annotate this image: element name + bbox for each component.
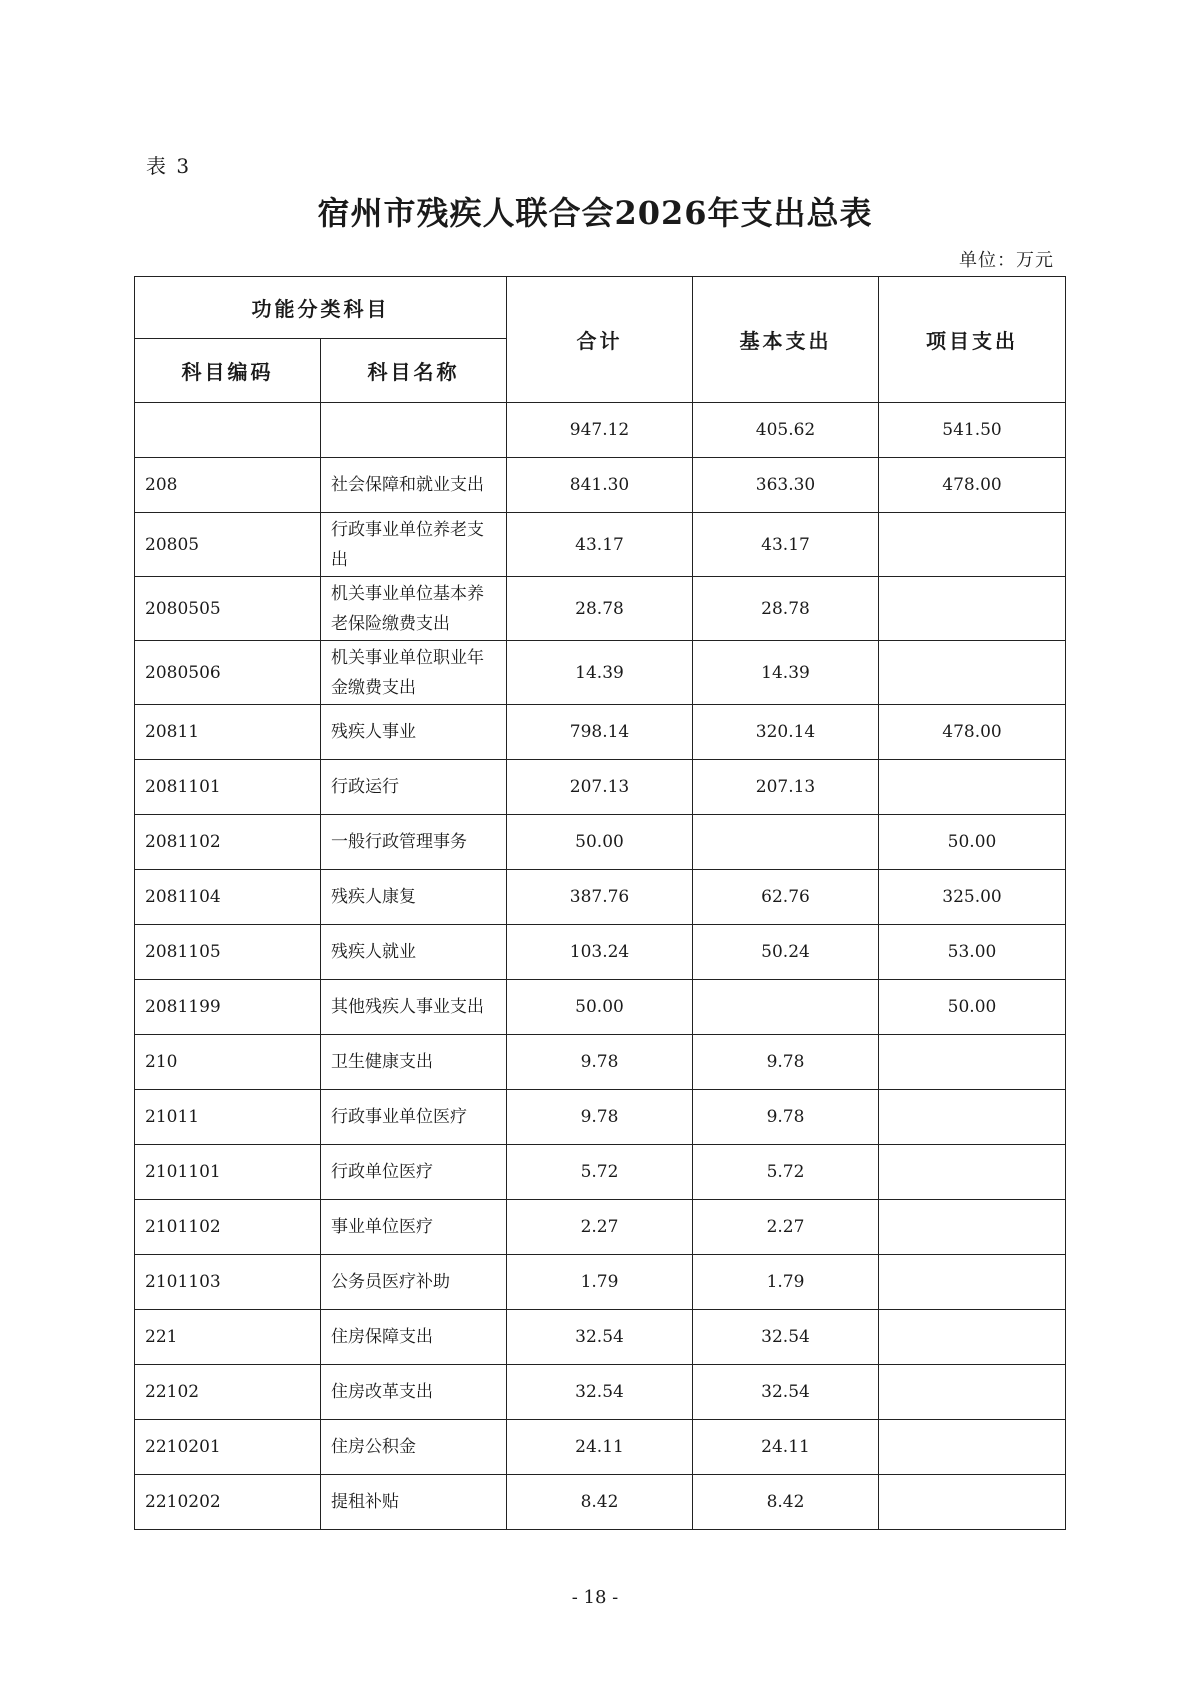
cell-name: 机关事业单位基本养老保险缴费支出 bbox=[321, 577, 507, 641]
cell-total: 5.72 bbox=[507, 1145, 693, 1200]
cell-total: 8.42 bbox=[507, 1475, 693, 1530]
cell-basic: 1.79 bbox=[693, 1255, 879, 1310]
cell-code: 2080505 bbox=[135, 577, 321, 641]
table-row bbox=[135, 577, 1066, 641]
table-row bbox=[135, 705, 1066, 760]
cell-name: 残疾人康复 bbox=[321, 870, 507, 925]
cell-project bbox=[879, 760, 1066, 815]
cell-total: 387.76 bbox=[507, 870, 693, 925]
cell-code: 210 bbox=[135, 1035, 321, 1090]
cell-basic: 5.72 bbox=[693, 1145, 879, 1200]
cell-code bbox=[135, 403, 321, 458]
cell-basic: 50.24 bbox=[693, 925, 879, 980]
cell-name: 住房改革支出 bbox=[321, 1365, 507, 1420]
cell-name: 社会保障和就业支出 bbox=[321, 458, 507, 513]
table-row bbox=[135, 925, 1066, 980]
cell-code: 20811 bbox=[135, 705, 321, 760]
cell-total: 50.00 bbox=[507, 980, 693, 1035]
cell-name: 卫生健康支出 bbox=[321, 1035, 507, 1090]
cell-project bbox=[879, 1310, 1066, 1365]
expenditure-table bbox=[134, 276, 1066, 1530]
cell-name: 一般行政管理事务 bbox=[321, 815, 507, 870]
cell-code: 2101103 bbox=[135, 1255, 321, 1310]
cell-name: 行政事业单位养老支出 bbox=[321, 513, 507, 577]
table-row bbox=[135, 1255, 1066, 1310]
cell-name bbox=[321, 403, 507, 458]
cell-name: 行政运行 bbox=[321, 760, 507, 815]
cell-code: 221 bbox=[135, 1310, 321, 1365]
table-row bbox=[135, 1090, 1066, 1145]
cell-project: 325.00 bbox=[879, 870, 1066, 925]
table-row bbox=[135, 1365, 1066, 1420]
table-row bbox=[135, 980, 1066, 1035]
table-row bbox=[135, 458, 1066, 513]
cell-total: 32.54 bbox=[507, 1365, 693, 1420]
cell-name: 事业单位医疗 bbox=[321, 1200, 507, 1255]
cell-name: 行政单位医疗 bbox=[321, 1145, 507, 1200]
table-row bbox=[135, 1200, 1066, 1255]
cell-basic: 24.11 bbox=[693, 1420, 879, 1475]
cell-basic: 207.13 bbox=[693, 760, 879, 815]
cell-code: 2101102 bbox=[135, 1200, 321, 1255]
cell-basic bbox=[693, 980, 879, 1035]
cell-total: 28.78 bbox=[507, 577, 693, 641]
table-row bbox=[135, 641, 1066, 705]
cell-basic: 9.78 bbox=[693, 1090, 879, 1145]
cell-project bbox=[879, 1090, 1066, 1145]
cell-code: 2081105 bbox=[135, 925, 321, 980]
cell-total: 14.39 bbox=[507, 641, 693, 705]
table-row bbox=[135, 513, 1066, 577]
cell-basic: 14.39 bbox=[693, 641, 879, 705]
table-body bbox=[135, 403, 1066, 1530]
table-row bbox=[135, 1475, 1066, 1530]
cell-basic: 363.30 bbox=[693, 458, 879, 513]
cell-total: 24.11 bbox=[507, 1420, 693, 1475]
cell-basic: 32.54 bbox=[693, 1310, 879, 1365]
header-basic-expenditure: 基本支出 bbox=[693, 277, 879, 403]
cell-basic: 32.54 bbox=[693, 1365, 879, 1420]
cell-name: 其他残疾人事业支出 bbox=[321, 980, 507, 1035]
table-row bbox=[135, 870, 1066, 925]
table-row bbox=[135, 403, 1066, 458]
cell-project bbox=[879, 641, 1066, 705]
table-row bbox=[135, 815, 1066, 870]
cell-basic: 43.17 bbox=[693, 513, 879, 577]
cell-total: 798.14 bbox=[507, 705, 693, 760]
cell-basic bbox=[693, 815, 879, 870]
cell-code: 2210201 bbox=[135, 1420, 321, 1475]
cell-total: 841.30 bbox=[507, 458, 693, 513]
page-number: - 18 - bbox=[571, 1587, 619, 1608]
cell-project: 541.50 bbox=[879, 403, 1066, 458]
cell-total: 50.00 bbox=[507, 815, 693, 870]
cell-name: 行政事业单位医疗 bbox=[321, 1090, 507, 1145]
cell-name: 住房公积金 bbox=[321, 1420, 507, 1475]
cell-project: 50.00 bbox=[879, 980, 1066, 1035]
cell-total: 2.27 bbox=[507, 1200, 693, 1255]
table-row bbox=[135, 1035, 1066, 1090]
cell-project bbox=[879, 1420, 1066, 1475]
cell-name: 公务员医疗补助 bbox=[321, 1255, 507, 1310]
page-title: 宿州市残疾人联合会2026年支出总表 bbox=[317, 194, 873, 232]
cell-name: 提租补贴 bbox=[321, 1475, 507, 1530]
cell-project: 50.00 bbox=[879, 815, 1066, 870]
cell-project bbox=[879, 1035, 1066, 1090]
cell-code: 2081101 bbox=[135, 760, 321, 815]
cell-basic: 405.62 bbox=[693, 403, 879, 458]
cell-name: 机关事业单位职业年金缴费支出 bbox=[321, 641, 507, 705]
cell-name: 残疾人就业 bbox=[321, 925, 507, 980]
table-row bbox=[135, 1145, 1066, 1200]
cell-total: 103.24 bbox=[507, 925, 693, 980]
cell-total: 9.78 bbox=[507, 1090, 693, 1145]
cell-total: 9.78 bbox=[507, 1035, 693, 1090]
table-row bbox=[135, 1310, 1066, 1365]
cell-basic: 9.78 bbox=[693, 1035, 879, 1090]
cell-project bbox=[879, 513, 1066, 577]
cell-basic: 320.14 bbox=[693, 705, 879, 760]
cell-total: 947.12 bbox=[507, 403, 693, 458]
cell-total: 207.13 bbox=[507, 760, 693, 815]
cell-basic: 2.27 bbox=[693, 1200, 879, 1255]
cell-code: 2080506 bbox=[135, 641, 321, 705]
header-subject-code: 科目编码 bbox=[135, 339, 321, 403]
cell-code: 2081102 bbox=[135, 815, 321, 870]
header-project-expenditure: 项目支出 bbox=[879, 277, 1066, 403]
table-label: 表 3 bbox=[146, 154, 192, 178]
cell-project bbox=[879, 1255, 1066, 1310]
cell-project bbox=[879, 577, 1066, 641]
cell-code: 2081104 bbox=[135, 870, 321, 925]
cell-project bbox=[879, 1200, 1066, 1255]
cell-name: 残疾人事业 bbox=[321, 705, 507, 760]
table-row bbox=[135, 760, 1066, 815]
cell-code: 22102 bbox=[135, 1365, 321, 1420]
cell-project: 53.00 bbox=[879, 925, 1066, 980]
cell-project bbox=[879, 1475, 1066, 1530]
unit-note: 单位：万元 bbox=[959, 250, 1054, 271]
cell-code: 2210202 bbox=[135, 1475, 321, 1530]
cell-code: 2081199 bbox=[135, 980, 321, 1035]
cell-name: 住房保障支出 bbox=[321, 1310, 507, 1365]
table-row bbox=[135, 1420, 1066, 1475]
header-subject-name: 科目名称 bbox=[321, 339, 507, 403]
cell-project bbox=[879, 1365, 1066, 1420]
cell-code: 20805 bbox=[135, 513, 321, 577]
cell-basic: 62.76 bbox=[693, 870, 879, 925]
cell-total: 1.79 bbox=[507, 1255, 693, 1310]
cell-project: 478.00 bbox=[879, 705, 1066, 760]
cell-code: 21011 bbox=[135, 1090, 321, 1145]
cell-basic: 28.78 bbox=[693, 577, 879, 641]
cell-total: 43.17 bbox=[507, 513, 693, 577]
header-functional-category: 功能分类科目 bbox=[135, 277, 507, 339]
cell-project bbox=[879, 1145, 1066, 1200]
cell-code: 2101101 bbox=[135, 1145, 321, 1200]
cell-code: 208 bbox=[135, 458, 321, 513]
header-total: 合计 bbox=[507, 277, 693, 403]
cell-basic: 8.42 bbox=[693, 1475, 879, 1530]
cell-total: 32.54 bbox=[507, 1310, 693, 1365]
cell-project: 478.00 bbox=[879, 458, 1066, 513]
